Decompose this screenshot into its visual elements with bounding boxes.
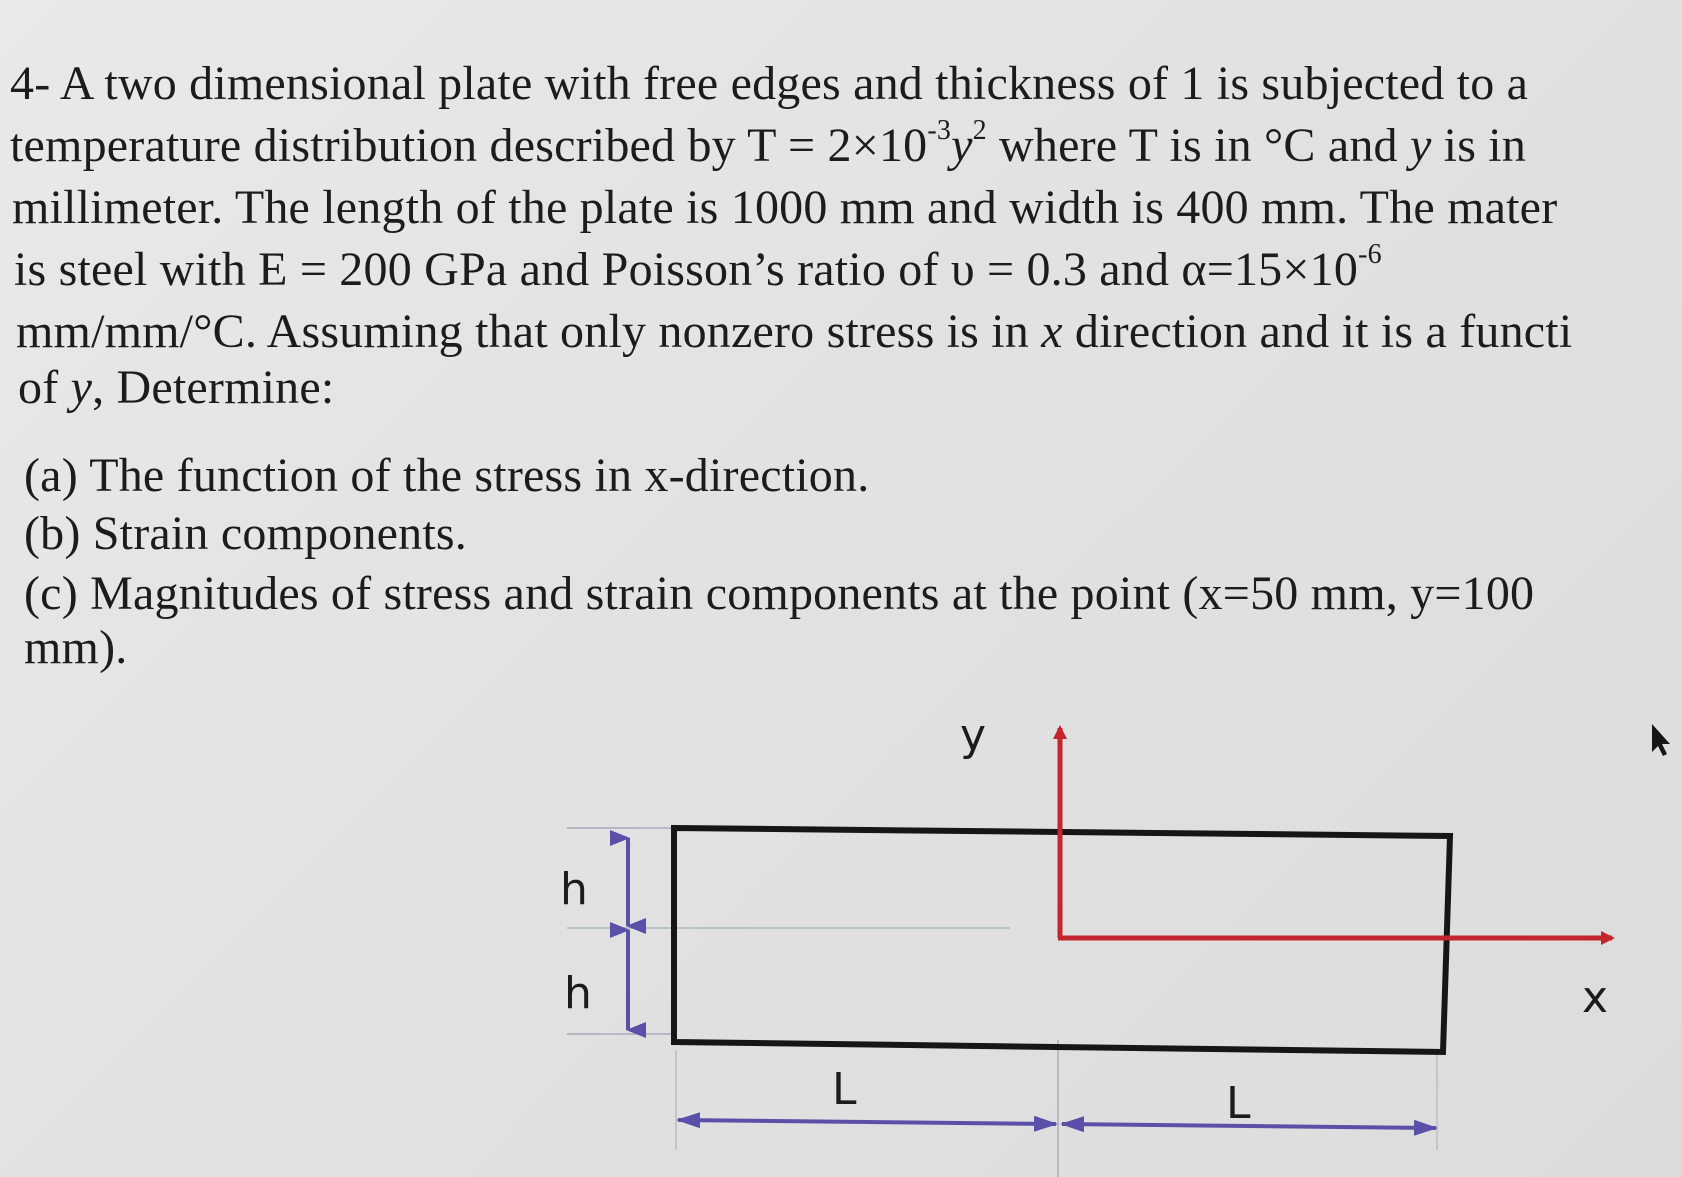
problem-text: , Determine: bbox=[92, 361, 335, 414]
L-label-right: L bbox=[1226, 1078, 1251, 1129]
variable-x: x bbox=[1041, 305, 1063, 358]
part-b-text: (b) Strain components. bbox=[24, 507, 467, 560]
problem-text: where T is in °C and bbox=[986, 119, 1410, 172]
part-a-text: (a) The function of the stress in x-direction. bbox=[24, 449, 870, 502]
problem-text: millimeter. The length of the plate is 1000 mm and width is 400 mm. The mater bbox=[12, 181, 1558, 234]
problem-text: is steel with E = 200 GPa and Poisson’s ratio of υ = 0.3 and α=15×10 bbox=[14, 243, 1359, 296]
x-axis-label: x bbox=[1582, 972, 1609, 1023]
variable-y: y bbox=[1409, 119, 1432, 172]
h-label-top: h bbox=[560, 864, 588, 915]
problem-text: 4- A two dimensional plate with free edges and thickness of 1 is subjected to a bbox=[10, 57, 1529, 110]
L-dimension-left bbox=[678, 1120, 1056, 1124]
problem-text: of bbox=[18, 361, 71, 414]
variable-y: y bbox=[70, 361, 93, 414]
exponent: -6 bbox=[1358, 239, 1382, 270]
mouse-cursor-icon bbox=[1652, 724, 1670, 756]
part-c-text: mm). bbox=[24, 621, 128, 674]
L-label-left: L bbox=[832, 1064, 857, 1115]
exponent: 2 bbox=[972, 115, 987, 146]
h-label-bottom: h bbox=[564, 968, 592, 1019]
problem-text: mm/mm/°C. Assuming that only nonzero stress is in bbox=[16, 305, 1042, 358]
problem-text: direction and it is a functi bbox=[1062, 305, 1573, 358]
y-axis-label: y bbox=[960, 710, 987, 761]
problem-text: is in bbox=[1431, 119, 1527, 172]
part-c-text: (c) Magnitudes of stress and strain components at the point (x=50 mm, y=100 bbox=[24, 567, 1535, 620]
exponent: -3 bbox=[927, 115, 952, 146]
problem-text: temperature distribution described by T = 2×10 bbox=[10, 119, 928, 172]
variable-y: y bbox=[951, 119, 973, 172]
